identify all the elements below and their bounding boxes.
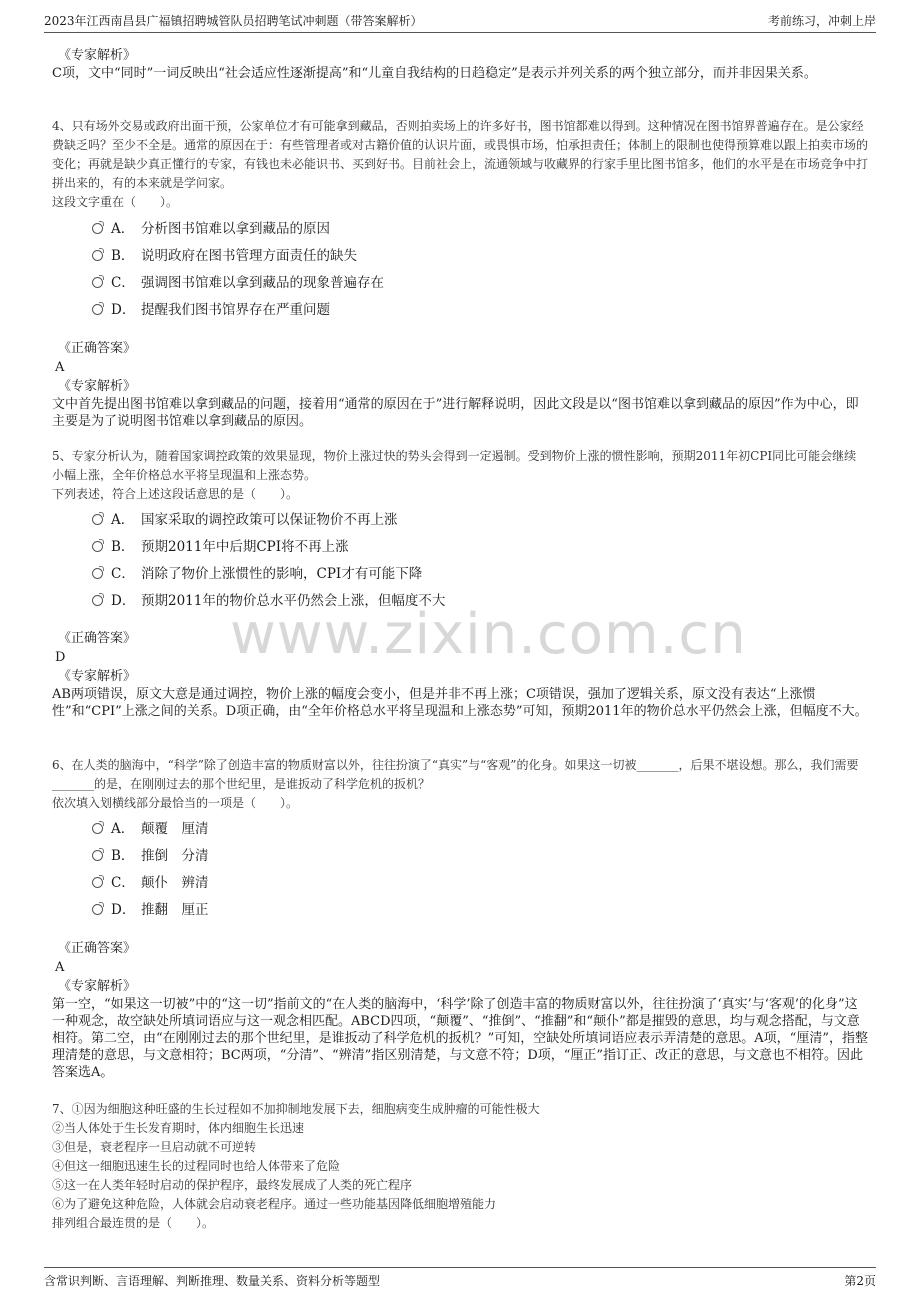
q6-option-c[interactable]: C． 颠仆 辨清 [92,867,852,894]
q5-option-d[interactable]: D． 预期2011年的物价总水平仍然会上涨，但幅度不大 [92,585,852,612]
page-header [44,10,876,33]
q5-answer-label: 《正确答案》 [58,631,137,646]
q4-answer: A [55,360,65,375]
q5-question: 下列表述，符合上述这段话意思的是（ ）。 [52,487,299,501]
q6-option-b[interactable]: B． 推倒 分清 [92,840,852,867]
q4-question: 这段文字重在（ ）。 [52,195,179,209]
q6-answer-section [52,939,868,1081]
q6-option-d[interactable]: D． 推翻 厘正 [92,894,852,921]
q6-expert-label: 《专家解析》 [58,979,137,994]
q5-stem: 5、专家分析认为，随着国家调控政策的效果显现，物价上涨过快的势头会得到一定遏制。受到物价上涨的惯性影响，预期2011年初CPI同比可能会继续小幅上涨，全年价格总水平将呈现温和上涨态势。 [52,449,857,482]
q7-line-3: ③但是，衰老程序一旦启动就不可逆转 [52,1140,257,1154]
q6-answer-label: 《正确答案》 [58,941,137,956]
q5-options [92,504,852,612]
radio-icon[interactable] [92,568,103,579]
radio-icon[interactable] [92,250,103,261]
q6-answer: A [55,960,65,975]
header-slogan: 考前练习，冲刺上岸 [767,14,876,28]
q5-option-c[interactable]: C． 消除了物价上涨惯性的影响，CPI才有可能下降 [92,558,852,585]
q4-answer-section [52,339,868,430]
q4-expert-text: 文中首先提出图书馆难以拿到藏品的问题，接着用“通常的原因在于”进行解释说明，因此文段是以“图书馆难以拿到藏品的原因”作为中心，即主要是为了说明图书馆难以拿到藏品的原因。 [52,397,859,429]
q5-expert-text: AB两项错误，原文大意是通过调控，物价上涨的幅度会变小，但是并非不再上涨；C项错误，强加了逻辑关系，原文没有表达“上涨惯性”和“CPI”上涨之间的关系。D项正确，由“全年价格总水平将呈现温和上涨态势”可知，预期2011年的物价总水平仍然会上涨，但幅度不大。 [52,687,868,719]
q4-stem-section [52,117,868,212]
q5-option-b[interactable]: B． 预期2011年中后期CPI将不再上涨 [92,531,852,558]
radio-icon[interactable] [92,514,103,525]
q4-options [92,213,852,321]
q3-expert-label: 《专家解析》 [58,48,137,63]
page-number: 第2页 [844,1274,876,1288]
q7-line-6: ⑥为了避免这种危险，人体就会启动衰老程序。通过一些功能基因降低细胞增殖能力 [52,1197,497,1211]
q5-stem-section [52,447,868,504]
watermark: www.zixin.com.cn [230,602,747,667]
q6-stem: 6、在人类的脑海中，“科学”除了创造丰富的物质财富以外，往往扮演了“真实”与“客观”的化身。如果这一切被_______，后果不堪设想。那么，我们需要_______的是，在刚刚过去的那个世纪里，是谁扳动了科学危机的扳机？ [52,758,859,791]
q7-line-5: ⑤这一在人类年轻时启动的保护程序，最终发展成了人类的死亡程序 [52,1178,413,1192]
q7-line-1: 7、①因为细胞这种旺盛的生长过程如不加抑制地发展下去，细胞病变生成肿瘤的可能性极大 [52,1102,540,1116]
radio-icon[interactable] [92,823,103,834]
q4-option-c[interactable]: C． 强调图书馆难以拿到藏品的现象普遍存在 [92,267,852,294]
q6-option-a[interactable]: A． 颠覆 厘清 [92,813,852,840]
q4-option-d[interactable]: D． 提醒我们图书馆界存在严重问题 [92,294,852,321]
q7-question: 排列组合最连贯的是（ ）。 [52,1216,215,1230]
q4-option-b[interactable]: B． 说明政府在图书管理方面责任的缺失 [92,240,852,267]
radio-icon[interactable] [92,304,103,315]
q7-section [52,1100,868,1233]
q5-expert-label: 《专家解析》 [58,669,137,684]
q4-stem: 4、只有场外交易或政府出面干预，公家单位才有可能拿到藏品，否则拍卖场上的许多好书，图书馆都难以得到。这种情况在图书馆界普遍存在。是公家经费缺乏吗？至少不全是。通常的原因在于：有些管理者或对古籍价值的认识片面，或畏惧市场，怕承担责任；体制上的限制也使得预算难以跟上拍卖市场的变化；再就是缺少真正懂行的专家，有钱也未必能识书、买到好书。目前社会上，流通领域与收藏界的行家手里比图书馆多，他们的水平是在市场竞争中打拼出来的，有的本来就是学问家。 [52,119,869,190]
page-footer [44,1267,876,1292]
q5-answer-section [52,629,868,720]
q3-expert-text: C项，文中“同时”一词反映出“社会适应性逐渐提高”和“儿童自我结构的日趋稳定”是表示并列关系的两个独立部分，而并非因果关系。 [52,66,817,81]
q4-option-a[interactable]: A． 分析图书馆难以拿到藏品的原因 [92,213,852,240]
radio-icon[interactable] [92,277,103,288]
q6-stem-section [52,756,868,813]
radio-icon[interactable] [92,223,103,234]
footer-topics: 含常识判断、言语理解、判断推理、数量关系、资料分析等题型 [44,1274,381,1288]
q5-option-a[interactable]: A． 国家采取的调控政策可以保证物价不再上涨 [92,504,852,531]
radio-icon[interactable] [92,877,103,888]
q3-expert-section [52,46,868,82]
q7-line-4: ④但这一细胞迅速生长的过程同时也给人体带来了危险 [52,1159,341,1173]
q7-line-2: ②当人体处于生长发育期时，体内细胞生长迅速 [52,1121,305,1135]
q4-expert-label: 《专家解析》 [58,379,137,394]
q6-expert-text: 第一空，“如果这一切被”中的“这一切”指前文的“在人类的脑海中，‘科学’除了创造丰富的物质财富以外，往往扮演了‘真实’与‘客观’的化身”这一种观念，故空缺处所填词语应与这一观念相匹配。ABCD四项，“颠覆”、“推倒”、“推翻”和“颠仆”都是摧毁的意思，均与观念搭配，与文意相符。第二空，由“在刚刚过去的那个世纪里，是谁扳动了科学危机的扳机？”可知，空缺处所填词语应表示弄清楚的意思。A项，“厘清”，指整理清楚的意思，与文意相符；BC两项，“分清”、“辨清”指区别清楚，与文意不符；D项，“厘正”指订正、改正的意思，与文意也不相符。因此答案选A。 [52,997,868,1080]
radio-icon[interactable] [92,595,103,606]
radio-icon[interactable] [92,904,103,915]
q5-answer: D [55,650,66,665]
q6-question: 依次填入划横线部分最恰当的一项是（ ）。 [52,796,299,810]
radio-icon[interactable] [92,541,103,552]
radio-icon[interactable] [92,850,103,861]
q6-options [92,813,852,921]
header-title: 2023年江西南昌县广福镇招聘城管队员招聘笔试冲刺题（带答案解析） [44,14,423,28]
q4-answer-label: 《正确答案》 [58,341,137,356]
